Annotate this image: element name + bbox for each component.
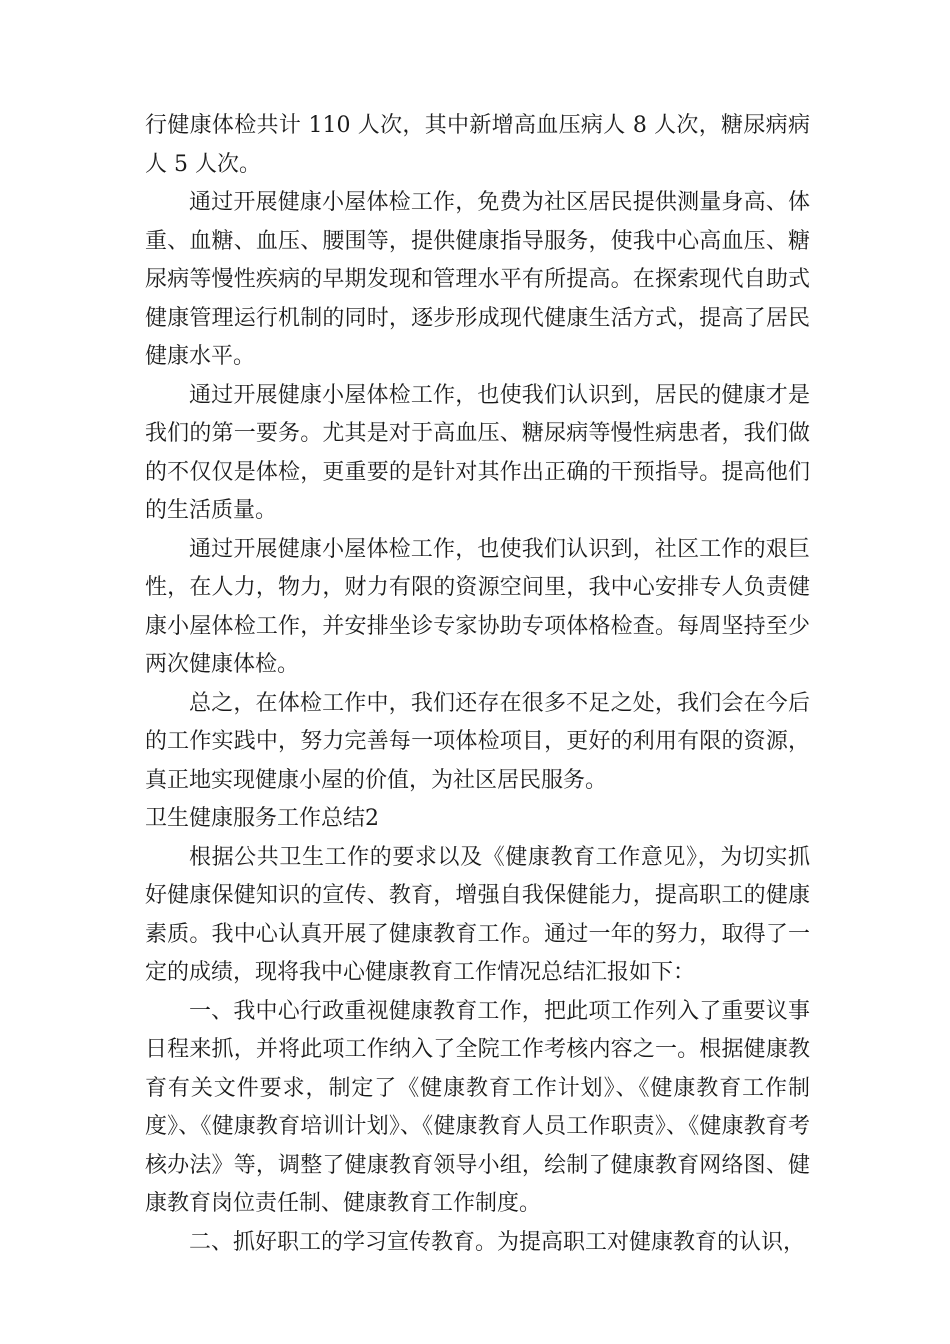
section-heading: 卫生健康服务工作总结2 [145, 806, 379, 831]
paragraph-4: 通过开展健康小屋体检工作，也使我们认识到，社区工作的艰巨性，在人力，物力，财力有限的资源空间里，我中心安排专人负责健康小屋体检工作，并安排坐诊专家协助专项体格检查。每周坚持至少两次健康体检。 [145, 536, 810, 677]
paragraph-2: 通过开展健康小屋体检工作，免费为社区居民提供测量身高、体重、血糖、血压、腰围等，提供健康指导服务，使我中心高血压、糖尿病等慢性疾病的早期发现和管理水平有所提高。在探索现代自助式健康管理运行机制的同时，逐步形成现代健康生活方式，提高了居民健康水平。 [145, 190, 810, 369]
document-body [145, 107, 810, 1262]
paragraph-5: 总之，在体检工作中，我们还存在很多不足之处，我们会在今后的工作实践中，努力完善每一项体检项目，更好的利用有限的资源，真正地实现健康小屋的价值，为社区居民服务。 [145, 690, 810, 793]
paragraph-6: 根据公共卫生工作的要求以及《健康教育工作意见》，为切实抓好健康保健知识的宣传、教育，增强自我保健能力，提高职工的健康素质。我中心认真开展了健康教育工作。通过一年的努力，取得了一定的成绩，现将我中心健康教育工作情况总结汇报如下： [145, 844, 810, 985]
paragraph-3: 通过开展健康小屋体检工作，也使我们认识到，居民的健康才是我们的第一要务。尤其是对于高血压、糖尿病等慢性病患者，我们做的不仅仅是体检，更重要的是针对其作出正确的干预指导。提高他们的生活质量。 [145, 382, 810, 523]
paragraph-8: 二、抓好职工的学习宣传教育。为提高职工对健康教育的认识， [189, 1229, 806, 1255]
paragraph-7: 一、我中心行政重视健康教育工作，把此项工作列入了重要议事日程来抓，并将此项工作纳入了全院工作考核内容之一。根据健康教育有关文件要求，制定了《健康教育工作计划》、《健康教育工作制度》、《健康教育培训计划》、《健康教育人员工作职责》、《健康教育考核办法》等，调整了健康教育领导小组，绘制了健康教育网络图、健康教育岗位责任制、健康教育工作制度。 [145, 998, 810, 1216]
paragraph-1: 行健康体检共计 110 人次，其中新增高血压病人 8 人次，糖尿病病人 5 人次。 [145, 113, 810, 177]
